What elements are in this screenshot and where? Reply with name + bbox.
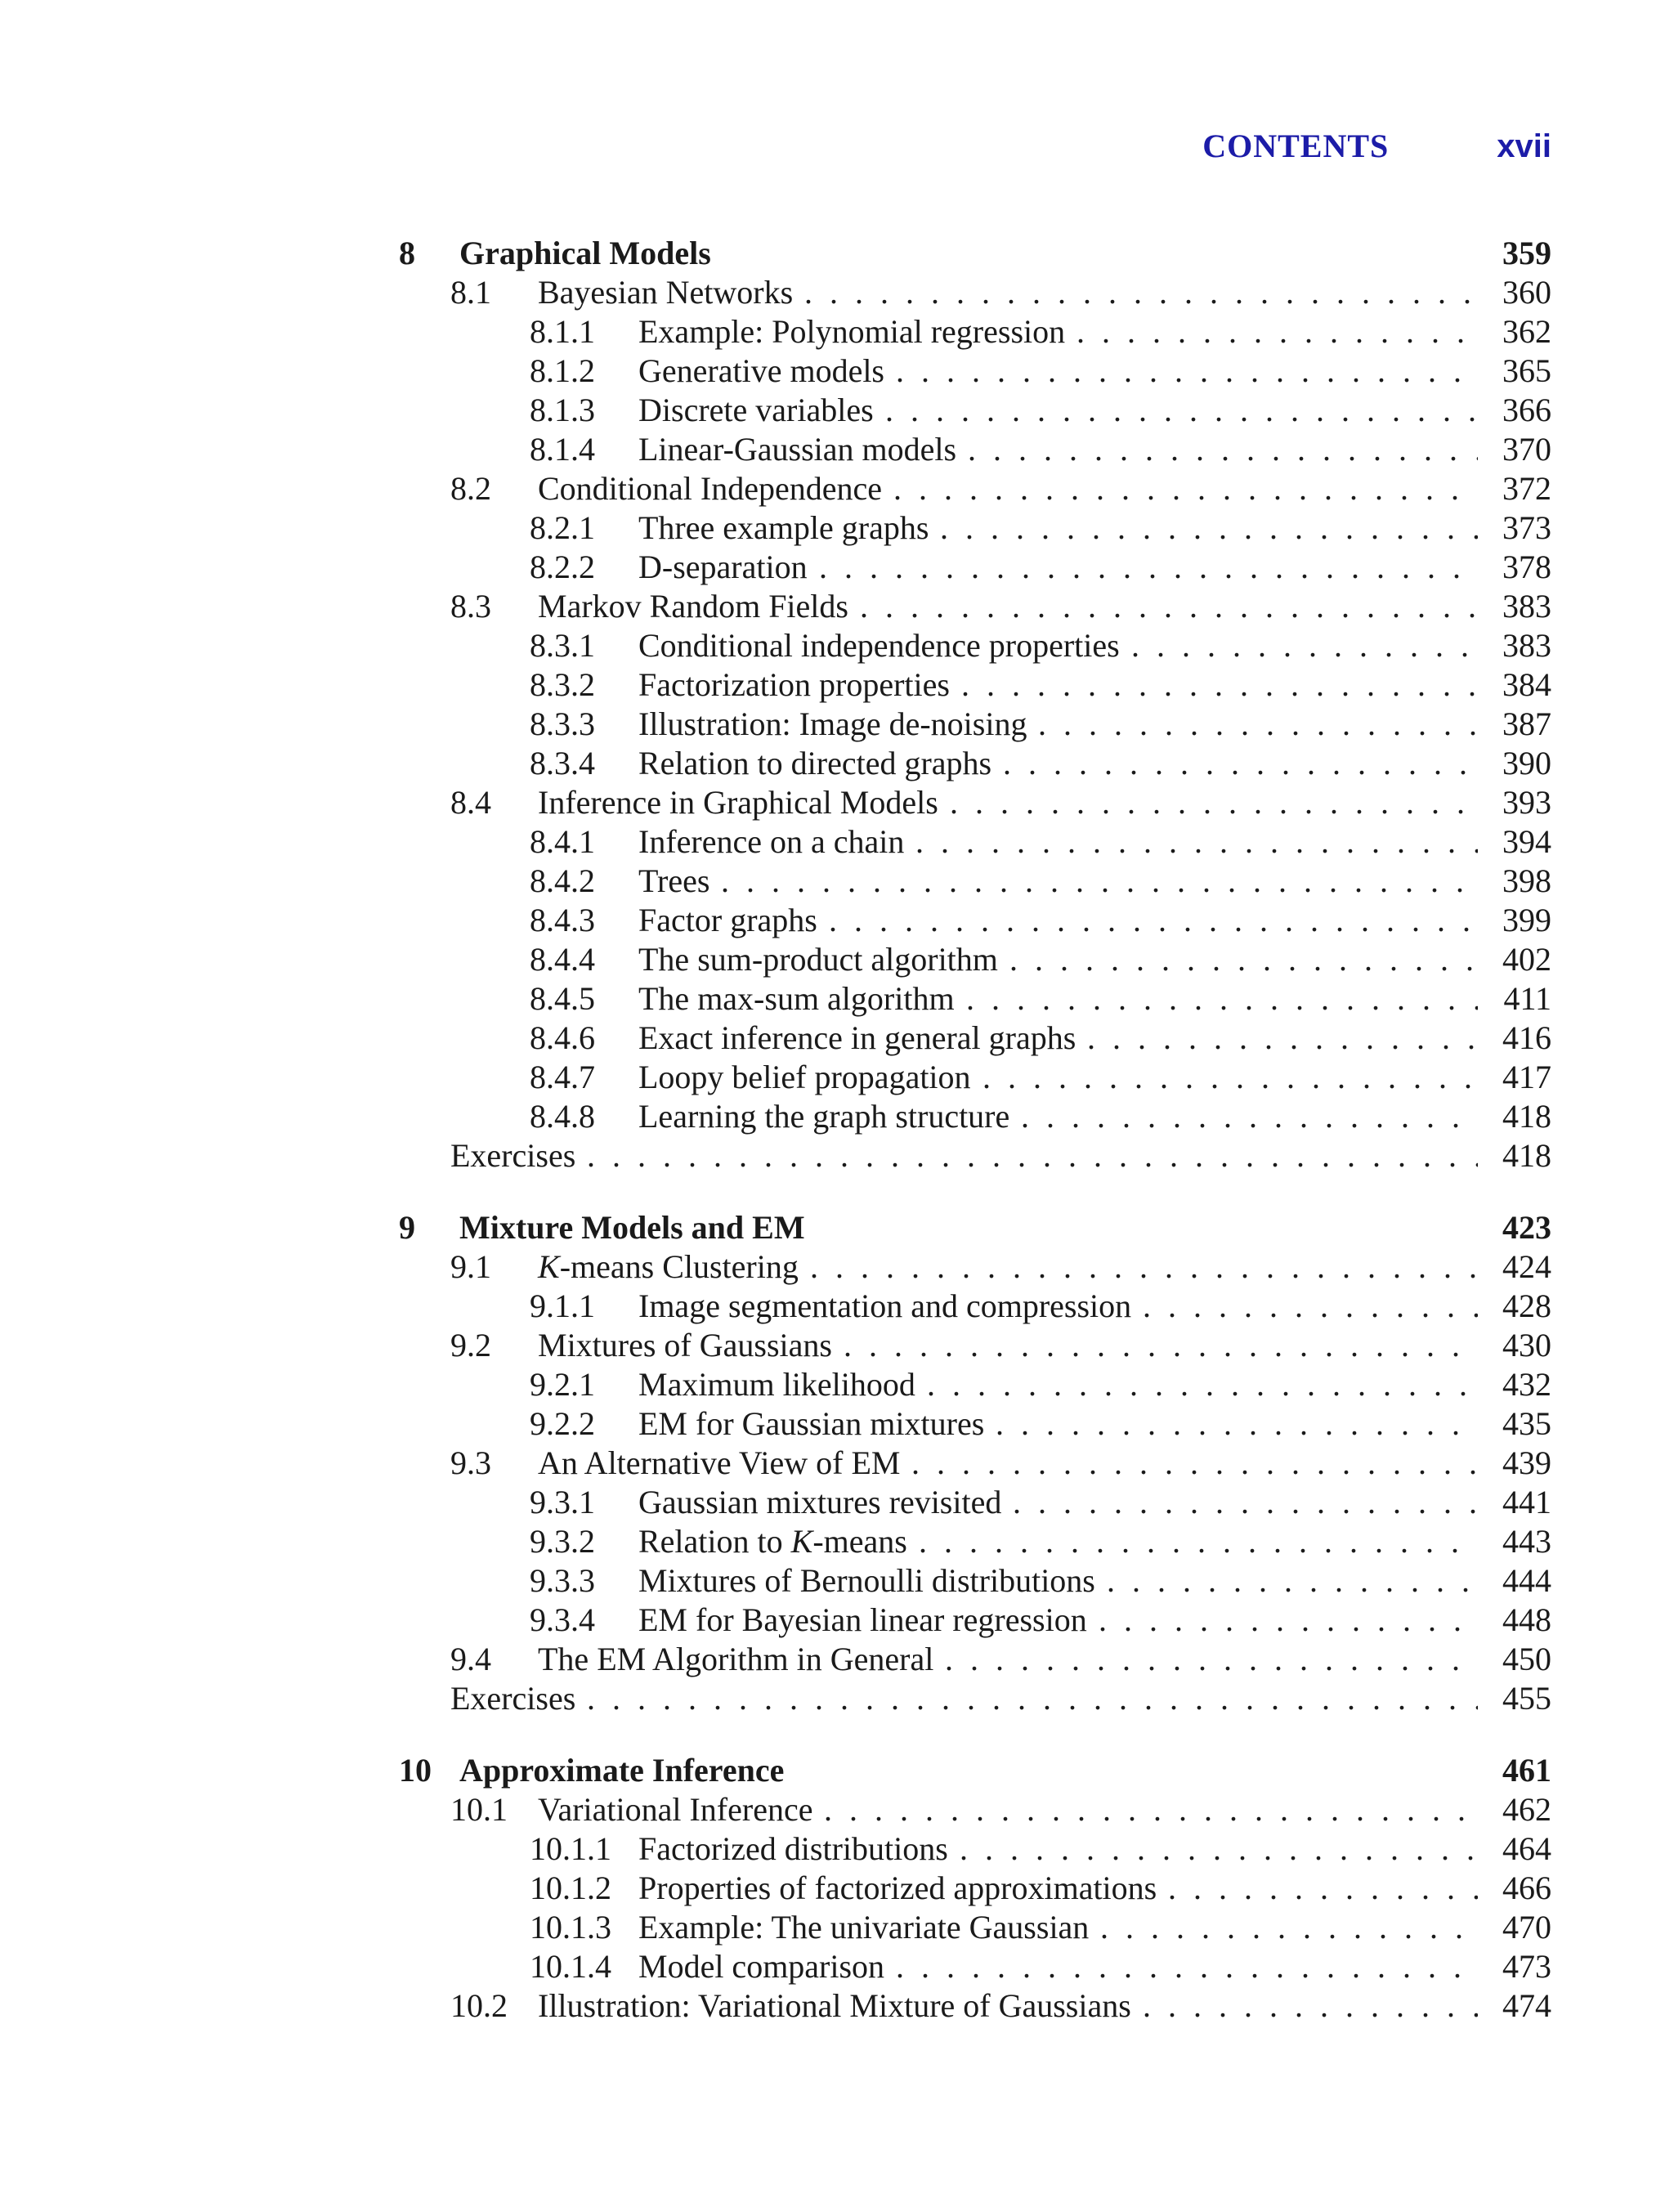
dot-leader bbox=[968, 430, 1478, 469]
dot-leader bbox=[982, 1058, 1478, 1097]
section-page-number: 474 bbox=[1502, 1987, 1551, 2024]
toc-section-row[interactable] bbox=[399, 1640, 1551, 1679]
section-title: Inference in Graphical Models bbox=[538, 784, 938, 821]
math-variable-k: K bbox=[538, 1248, 560, 1285]
dot-leader bbox=[940, 508, 1478, 548]
running-head-title: CONTENTS bbox=[1202, 128, 1390, 164]
subsection-title: Model comparison bbox=[638, 1948, 885, 1985]
section-number: 10.2 bbox=[450, 1987, 508, 2024]
section-page-number: 439 bbox=[1502, 1444, 1551, 1481]
subsection-number: 9.3.3 bbox=[530, 1562, 595, 1599]
section-title: Illustration: Variational Mixture of Gaussians bbox=[538, 1987, 1131, 2024]
subsection-number: 9.2.2 bbox=[530, 1405, 595, 1442]
dot-leader bbox=[1013, 1483, 1478, 1522]
dot-leader bbox=[927, 1365, 1478, 1404]
subsection-page-number: 390 bbox=[1502, 745, 1551, 781]
subsection-title: Relation to K-means bbox=[638, 1523, 907, 1560]
dot-leader bbox=[1143, 1287, 1478, 1326]
toc-subsection-row[interactable] bbox=[399, 1908, 1551, 1947]
chapter-page-number: 359 bbox=[1502, 235, 1551, 271]
subsection-page-number: 399 bbox=[1502, 902, 1551, 938]
subsection-number: 8.1.3 bbox=[530, 392, 595, 428]
toc-section-row[interactable] bbox=[399, 469, 1551, 508]
dot-leader bbox=[819, 548, 1478, 587]
subsection-title: Exact inference in general graphs bbox=[638, 1019, 1076, 1056]
section-number: 8.4 bbox=[450, 784, 491, 821]
dot-leader bbox=[950, 783, 1478, 822]
toc-subsection-row[interactable] bbox=[399, 744, 1551, 783]
section-title: Conditional Independence bbox=[538, 470, 882, 507]
section-number: 9.1 bbox=[450, 1248, 491, 1285]
toc-section-row[interactable] bbox=[399, 587, 1551, 626]
chapter-title: Approximate Inference bbox=[459, 1752, 785, 1789]
toc-subsection-row[interactable] bbox=[399, 1483, 1551, 1522]
toc-subsection-row[interactable] bbox=[399, 1404, 1551, 1444]
toc-section-row[interactable] bbox=[399, 1790, 1551, 1829]
subsection-number: 8.2.2 bbox=[530, 549, 595, 585]
chapter-page-number: 423 bbox=[1502, 1209, 1551, 1246]
toc-subsection-row[interactable] bbox=[399, 1947, 1551, 1986]
subsection-title: Example: Polynomial regression bbox=[638, 313, 1066, 350]
subsection-page-number: 448 bbox=[1502, 1601, 1551, 1638]
toc-chapter-row[interactable] bbox=[399, 1208, 1551, 1247]
dot-leader bbox=[1087, 1019, 1478, 1058]
chapter-number: 10 bbox=[399, 1752, 432, 1789]
math-variable-k: K bbox=[790, 1523, 813, 1560]
dot-leader bbox=[1131, 626, 1478, 665]
toc-subsection-row[interactable] bbox=[399, 626, 1551, 665]
subsection-number: 9.1.1 bbox=[530, 1287, 595, 1324]
subsection-page-number: 428 bbox=[1502, 1287, 1551, 1324]
chapter-number: 9 bbox=[399, 1209, 415, 1246]
toc-subsection-row[interactable] bbox=[399, 391, 1551, 430]
subsection-title: Factor graphs bbox=[638, 902, 817, 938]
dot-leader bbox=[893, 469, 1478, 508]
section-number: 9.2 bbox=[450, 1327, 491, 1363]
subsection-title: Illustration: Image de-noising bbox=[638, 705, 1027, 742]
subsection-title: Factorized distributions bbox=[638, 1830, 948, 1867]
toc-section-row[interactable] bbox=[399, 1986, 1551, 2026]
toc-exercises-row[interactable] bbox=[399, 1136, 1551, 1175]
subsection-number: 8.4.3 bbox=[530, 902, 595, 938]
subsection-page-number: 370 bbox=[1502, 431, 1551, 468]
subsection-number: 8.4.4 bbox=[530, 941, 595, 978]
subsection-number: 8.3.2 bbox=[530, 666, 595, 703]
subsection-title: Inference on a chain bbox=[638, 823, 905, 860]
dot-leader bbox=[804, 273, 1478, 312]
subsection-page-number: 432 bbox=[1502, 1366, 1551, 1403]
section-number: 9.4 bbox=[450, 1641, 491, 1677]
dot-leader bbox=[824, 1790, 1478, 1829]
chapter-number: 8 bbox=[399, 235, 415, 271]
subsection-page-number: 473 bbox=[1502, 1948, 1551, 1985]
toc-subsection-row[interactable] bbox=[399, 862, 1551, 901]
subsection-title: Linear-Gaussian models bbox=[638, 431, 957, 468]
toc-section-row[interactable] bbox=[399, 1247, 1551, 1287]
toc-exercises-row[interactable] bbox=[399, 1679, 1551, 1718]
exercise-title: Exercises bbox=[450, 1680, 576, 1717]
dot-leader bbox=[1100, 1908, 1478, 1947]
subsection-title: Learning the graph structure bbox=[638, 1098, 1010, 1135]
subsection-number: 10.1.3 bbox=[530, 1909, 611, 1946]
section-page-number: 430 bbox=[1502, 1327, 1551, 1363]
subsection-title: Three example graphs bbox=[638, 509, 929, 546]
subsection-page-number: 378 bbox=[1502, 549, 1551, 585]
subsection-title: Mixtures of Bernoulli distributions bbox=[638, 1562, 1095, 1599]
section-page-number: 450 bbox=[1502, 1641, 1551, 1677]
dot-leader bbox=[587, 1136, 1478, 1175]
subsection-page-number: 394 bbox=[1502, 823, 1551, 860]
dot-leader bbox=[885, 391, 1478, 430]
toc-subsection-row[interactable] bbox=[399, 665, 1551, 705]
subsection-number: 8.1.4 bbox=[530, 431, 595, 468]
subsection-number: 9.2.1 bbox=[530, 1366, 595, 1403]
section-number: 9.3 bbox=[450, 1444, 491, 1481]
exercise-title: Exercises bbox=[450, 1137, 576, 1174]
toc-subsection-row[interactable] bbox=[399, 901, 1551, 940]
subsection-number: 8.4.6 bbox=[530, 1019, 595, 1056]
subsection-page-number: 402 bbox=[1502, 941, 1551, 978]
toc-chapter-row[interactable] bbox=[399, 234, 1551, 273]
subsection-title: Relation to directed graphs bbox=[638, 745, 992, 781]
subsection-page-number: 435 bbox=[1502, 1405, 1551, 1442]
toc-subsection-row[interactable] bbox=[399, 1601, 1551, 1640]
subsection-number: 8.1.2 bbox=[530, 352, 595, 389]
dot-leader bbox=[1168, 1869, 1478, 1908]
dot-leader bbox=[896, 1947, 1478, 1986]
dot-leader bbox=[844, 1326, 1478, 1365]
section-page-number: 393 bbox=[1502, 784, 1551, 821]
subsection-number: 10.1.2 bbox=[530, 1869, 611, 1906]
section-title: The EM Algorithm in General bbox=[538, 1641, 934, 1677]
subsection-title: Conditional independence properties bbox=[638, 627, 1120, 664]
exercise-page-number: 418 bbox=[1502, 1137, 1551, 1174]
subsection-title: Image segmentation and compression bbox=[638, 1287, 1132, 1324]
subsection-number: 8.3.4 bbox=[530, 745, 595, 781]
subsection-title: Factorization properties bbox=[638, 666, 950, 703]
subsection-page-number: 387 bbox=[1502, 705, 1551, 742]
subsection-page-number: 366 bbox=[1502, 392, 1551, 428]
subsection-title: Gaussian mixtures revisited bbox=[638, 1484, 1002, 1520]
section-page-number: 462 bbox=[1502, 1791, 1551, 1828]
subsection-page-number: 365 bbox=[1502, 352, 1551, 389]
subsection-number: 8.3.1 bbox=[530, 627, 595, 664]
dot-leader bbox=[945, 1640, 1478, 1679]
toc-subsection-row[interactable] bbox=[399, 1019, 1551, 1058]
dot-leader bbox=[1099, 1601, 1478, 1640]
subsection-title: Discrete variables bbox=[638, 392, 874, 428]
section-title: Markov Random Fields bbox=[538, 588, 848, 625]
subsection-page-number: 384 bbox=[1502, 666, 1551, 703]
subsection-number: 9.3.4 bbox=[530, 1601, 595, 1638]
dot-leader bbox=[1009, 940, 1478, 979]
dot-leader bbox=[1003, 744, 1478, 783]
toc-subsection-row[interactable] bbox=[399, 1829, 1551, 1869]
toc-subsection-row[interactable] bbox=[399, 312, 1551, 352]
section-number: 10.1 bbox=[450, 1791, 508, 1828]
subsection-page-number: 362 bbox=[1502, 313, 1551, 350]
chapter-page-number: 461 bbox=[1502, 1752, 1551, 1789]
toc-subsection-row[interactable] bbox=[399, 1869, 1551, 1908]
dot-leader bbox=[860, 587, 1478, 626]
dot-leader bbox=[919, 1522, 1478, 1561]
subsection-number: 10.1.1 bbox=[530, 1830, 611, 1867]
toc-subsection-row[interactable] bbox=[399, 1522, 1551, 1561]
chapter-title: Mixture Models and EM bbox=[459, 1209, 805, 1246]
subsection-number: 8.3.3 bbox=[530, 705, 595, 742]
toc-subsection-row[interactable] bbox=[399, 430, 1551, 469]
toc-subsection-row[interactable] bbox=[399, 979, 1551, 1019]
subsection-page-number: 441 bbox=[1502, 1484, 1551, 1520]
subsection-number: 8.4.7 bbox=[530, 1059, 595, 1095]
subsection-title: Properties of factorized approximations bbox=[638, 1869, 1157, 1906]
subsection-page-number: 444 bbox=[1502, 1562, 1551, 1599]
toc-section-row[interactable] bbox=[399, 1326, 1551, 1365]
section-page-number: 360 bbox=[1502, 274, 1551, 311]
dot-leader bbox=[1038, 705, 1478, 744]
dot-leader bbox=[896, 352, 1478, 391]
toc-subsection-row[interactable] bbox=[399, 705, 1551, 744]
subsection-title: EM for Gaussian mixtures bbox=[638, 1405, 985, 1442]
dot-leader bbox=[911, 1444, 1478, 1483]
toc-section-row[interactable] bbox=[399, 783, 1551, 822]
dot-leader bbox=[810, 1247, 1478, 1287]
toc-subsection-row[interactable] bbox=[399, 940, 1551, 979]
subsection-title: The sum-product algorithm bbox=[638, 941, 998, 978]
section-number: 8.2 bbox=[450, 470, 491, 507]
subsection-title: Trees bbox=[638, 862, 710, 899]
subsection-title: The max-sum algorithm bbox=[638, 980, 955, 1017]
table-of-contents bbox=[399, 234, 1551, 2026]
subsection-page-number: 411 bbox=[1503, 980, 1551, 1017]
toc-subsection-row[interactable] bbox=[399, 508, 1551, 548]
section-number: 8.1 bbox=[450, 274, 491, 311]
subsection-page-number: 470 bbox=[1502, 1909, 1551, 1946]
exercise-page-number: 455 bbox=[1502, 1680, 1551, 1717]
section-page-number: 424 bbox=[1502, 1248, 1551, 1285]
dot-leader bbox=[829, 901, 1478, 940]
subsection-number: 8.1.1 bbox=[530, 313, 595, 350]
dot-leader bbox=[587, 1679, 1478, 1718]
subsection-title: D-separation bbox=[638, 549, 808, 585]
subsection-page-number: 443 bbox=[1502, 1523, 1551, 1560]
subsection-number: 10.1.4 bbox=[530, 1948, 611, 1985]
dot-leader bbox=[915, 822, 1478, 862]
toc-subsection-row[interactable] bbox=[399, 1561, 1551, 1601]
subsection-number: 8.4.5 bbox=[530, 980, 595, 1017]
subsection-number: 9.3.2 bbox=[530, 1523, 595, 1560]
subsection-title: Generative models bbox=[638, 352, 884, 389]
subsection-page-number: 373 bbox=[1502, 509, 1551, 546]
subsection-number: 9.3.1 bbox=[530, 1484, 595, 1520]
section-title: Variational Inference bbox=[538, 1791, 813, 1828]
toc-section-row[interactable] bbox=[399, 1444, 1551, 1483]
toc-subsection-row[interactable] bbox=[399, 1058, 1551, 1097]
subsection-page-number: 383 bbox=[1502, 627, 1551, 664]
dot-leader bbox=[1076, 312, 1478, 352]
subsection-title: Loopy belief propagation bbox=[638, 1059, 971, 1095]
dot-leader bbox=[721, 862, 1478, 901]
section-title: Bayesian Networks bbox=[538, 274, 794, 311]
dot-leader bbox=[960, 1829, 1478, 1869]
section-title: Mixtures of Gaussians bbox=[538, 1327, 832, 1363]
dot-leader bbox=[961, 665, 1478, 705]
subsection-number: 8.2.1 bbox=[530, 509, 595, 546]
dot-leader bbox=[966, 979, 1478, 1019]
subsection-page-number: 417 bbox=[1502, 1059, 1551, 1095]
section-title: K-means Clustering bbox=[538, 1248, 799, 1285]
section-page-number: 372 bbox=[1502, 470, 1551, 507]
running-head bbox=[1202, 127, 1551, 176]
toc-subsection-row[interactable] bbox=[399, 548, 1551, 587]
toc-subsection-row[interactable] bbox=[399, 822, 1551, 862]
toc-chapter-row[interactable] bbox=[399, 1751, 1551, 1790]
subsection-number: 8.4.8 bbox=[530, 1098, 595, 1135]
subsection-page-number: 418 bbox=[1502, 1098, 1551, 1135]
running-head-page-number: xvii bbox=[1497, 128, 1551, 164]
subsection-number: 8.4.1 bbox=[530, 823, 595, 860]
subsection-page-number: 416 bbox=[1502, 1019, 1551, 1056]
toc-subsection-row[interactable] bbox=[399, 1097, 1551, 1136]
section-number: 8.3 bbox=[450, 588, 491, 625]
toc-subsection-row[interactable] bbox=[399, 352, 1551, 391]
toc-subsection-row[interactable] bbox=[399, 1287, 1551, 1326]
subsection-page-number: 464 bbox=[1502, 1830, 1551, 1867]
toc-subsection-row[interactable] bbox=[399, 1365, 1551, 1404]
subsection-title: Maximum likelihood bbox=[638, 1366, 915, 1403]
toc-section-row[interactable] bbox=[399, 273, 1551, 312]
section-page-number: 383 bbox=[1502, 588, 1551, 625]
subsection-page-number: 466 bbox=[1502, 1869, 1551, 1906]
dot-leader bbox=[996, 1404, 1478, 1444]
dot-leader bbox=[1107, 1561, 1478, 1601]
subsection-title: EM for Bayesian linear regression bbox=[638, 1601, 1087, 1638]
chapter-title: Graphical Models bbox=[459, 235, 711, 271]
dot-leader bbox=[1021, 1097, 1478, 1136]
subsection-number: 8.4.2 bbox=[530, 862, 595, 899]
section-title: An Alternative View of EM bbox=[538, 1444, 901, 1481]
subsection-page-number: 398 bbox=[1502, 862, 1551, 899]
subsection-title: Example: The univariate Gaussian bbox=[638, 1909, 1090, 1946]
dot-leader bbox=[1143, 1986, 1478, 2026]
